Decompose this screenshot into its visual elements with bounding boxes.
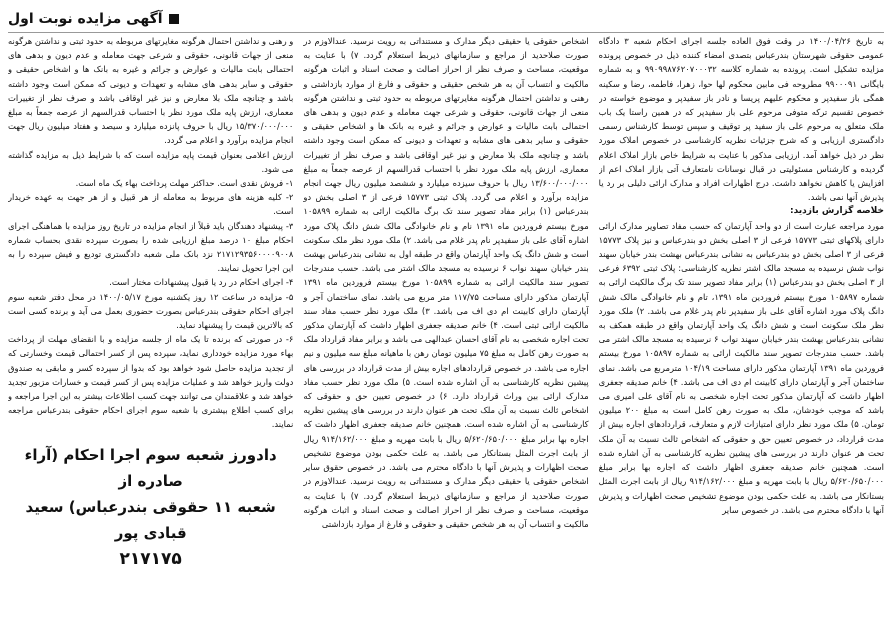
paragraph-report-1: مورد مراجعه عبارت است از دو واحد آپارتمان که حسب مفاد تصاویر مدارک ارائی دارای پلاکهای ثبتی ۱۵۷۷۳ فرعی از ۳ اصلی بخش دو بندرعباس و نیز پلاک ۱۵۷۷۳ فرعی از ۳ اصلی بخش دو بندرعباس به نشانی بندرعباس بهشت بندر خیابان سهند نواب شش نرسیده به مسجد مالک اشتر نظریه کارشناسی: پلاک ثبتی ۶۳۹۲ فرعی از ۳ اصلی بخش دو بندرعباس (۱) برابر مفاد تصویر سند تک برگ مالکیت ارائی به شماره ۱۰۵۸۹۷ مورخ بیستم فروردین ماه ۱۳۹۱، تام و نام خانوادگی مالک شش دانگ پلاک مورد اشاره آقای علی باز سفیدپر نام پدر غلام می باشد. ۲) ملک مورد نظر ملک سکونت است و شش دانگ یک واحد آپارتمان واقع در طبقه همکف به نشانی بندرعباس بهشت بندر خیابان سهند نواب ۶ نرسیده به مسجد مالک اشتر می باشد. حسب مندرجات تصویر سند مالکیت ارائی به شماره ۱۰۵۸۹۷ مورخ بیستم فروردین ماه ۱۳۹۱ آپارتمان مذکور دارای مساحت ۱۰۴/۱۹ مترمربع می باشد. نمای ساختمان آجر و آپارتمان دارای کابینت ام دی اف می باشد. ۴) خانم صدیقه جعفری اظهار داشت که آپارتمان مذکور تحت اجاره شخصی به نام آقای علی امیری می باشد که موجب خودشان، ملک به صورت رهن کامل است به مبلغ ۲۰۰ میلیون تومان. ۵) ملک مورد نظر دارای امتیازات لازم و متعارف، قراردادهای اجاره بیش از مدت قرارداد، در خصوص تعیین حق و حقوقی که اشخاص ثالث نسبت به آن ملک تحت هر عنوان دارند در بررسی های پیشین نظریه کارشناسی به آن اشاره شده است. همچنین خانم صدیقه جعفری اظهار داشت که اجاره بها برابر مبلغ ۵/۶۲۰/۶۵۰/۰۰۰ ریال با بابت مهریه و مبلغ ۹۱۴/۱۶۲/۰۰۰ ریال از بابت اجرت المثل بستانکار می باشد. به علت حکمی بودن موضوع تشخیص صحت اظهارات و پذیرش آنها با دادگاه محترم می باشد. در خصوص سایر: [598, 220, 884, 515]
notice-title: [8, 11, 197, 27]
signature-block: [8, 442, 293, 572]
subheading-summary: خلاصه گزارش بازدید:: [790, 206, 884, 217]
notice-number: ۲۱۷۱۷۵: [119, 548, 182, 569]
paragraph-report-2: اشخاص حقوقی یا حقیقی دیگر مدارک و مستنداتی به رویت نرسید. عندالاوزم در صورت صلاحدید از مراجع و سازمانهای ذیربط استعلام گردد. ۷) با عنایت به موقعیت، مساحت و صرف نظر از احراز اصالت و صحت اسناد و اثبات هرگونه مالکیت و انتساب آن به هر شخص حقیقی و حقوقی و فارغ از موارد بازداشتی و رهنی و نداشتن احتمال هرگونه مغایرتهای مربوطه به حدود ثبتی و نداشتن هرگونه منعی از جهات قانونی، حقوقی و شرعی جهت معامله و عدم دیون و بدهی های احتمالی بابت مالیات و عوارض و جرائم و غیره به بانک ها و اشخاص حقیقی و حقوقی و سایر بدهی های مشابه و تعهدات و دیونی که ممکن است وجود داشته باشد و چنانچه ملک بلا معارض و نیز غیر اوقافی باشد و صرف نظر از تغییرات معماری، ارزش پایه ملک مورد نظر با احتساب قدرالسهم از عرصه جمعاً به مبلغ ۱۳/۶۰۰/۰۰۰/۰۰۰ ریال با حروف سیزده میلیارد و ششصد میلیون ریال جهت انجام مزایده برآورد و اعلام می گردد. پلاک ثبتی ۱۵۷۷۳ فرعی از ۳ اصلی بخش دو بندرعباس (۱) برابر مفاد تصویر سند تک برگ مالکیت ارائی به شماره ۱۰۵۸۹۹ مورخ بیستم فروردین ماه ۱۳۹۱ نام و نام خانوادگی مالک شش دانگ پلاک مورد اشاره آقای علی باز سفیدپر نام پدر غلام می باشد. ۲) ملک مورد نظر ملک سکونت است و شش دانگ یک واحد آپارتمان واقع در طبقه اول به نشانی بندرعباس بهشت بندر خیابان سهند نواب ۶ نرسیده به مسجد مالک اشتر می باشد. حسب مندرجات تصویر سند مالکیت ارائی به شماره ۱۰۵۸۹۹ مورخ بیستم فروردین ماه ۱۳۹۱ آپارتمان مذکور دارای مساحت ۱۱۷/۷۵ متر مربع می باشد. نمای ساختمان آجر و آپارتمان دارای کابینت ام دی اف می باشد. ۳) ملک مورد نظر حسب مفاد سند مالکیت ارائی ثبتی است. ۴) خانم صدیقه جعفری اظهار داشت که آپارتمان مذکور تحت اجاره شخصی به نام آقای احسان عبدالهی می باشد و برابر مفاد قرارداد ملک به صورت رهن کامل به مبلغ ۷۵ میلیون تومان رهن با ماهیانه مبلغ سه میلیون و نیم اجاره می باشد. در خصوص قراردادهای اجاره بیش از مدت قرارداد در بررسی های پیشین نظریه کارشناسی به آن اشاره شده است. ۵) ملک مورد نظر حسب مفاد مدارک ارائی بین وراث قرارداد دارد. ۶) در خصوص تعیین حق و حقوقی که اشخاص ثالث نسبت به آن ملک تحت هر عنوان دارند در بررسی های پیشین نظریه کارشناسی به آن اشاره شده است. همچنین خانم صدیقه جعفری اظهار داشت که اجاره بها برابر مبلغ ۵/۶۲۰/۶۵۰/۰۰۰ ریال با بابت مهریه و مبلغ ۹۱۴/۱۶۲/۰۰۰ ریال از بابت اجرت المثل بستانکار می باشد. به علت حکمی بودن موضوع تشخیص صحت اظهارات و پذیرش آنها با دادگاه محترم می باشد. در خصوص حقوق سایر اشخاص حقوقی یا حقیقی دیگر مدارک و مستنداتی به رویت نرسید. عندالاوزم در صورت صلاحدید از مراجع و سازمانهای ذیربط استعلام گردد. ۷) با عنایت به موقعیت، مساحت و صرف نظر از احراز اصالت و صحت اسناد و اثبات هرگونه مالکیت و انتساب آن به هر شخص حقیقی و حقوقی و فارغ از موارد بازداشتی: [303, 36, 589, 529]
column-left: [8, 34, 293, 622]
condition-2: ۲- کلیه هزینه های مربوط به معامله از هر قبیل و از هر جهت به عهده خریدار است.: [8, 192, 294, 217]
notice-columns: [8, 34, 884, 622]
condition-1: ۱- فروش نقدی است. حداکثر مهلت پرداخت بهاء یک ماه است.: [75, 178, 294, 189]
condition-3: ۳- پیشنهاد دهندگان باید قبلاً از انجام مزایده در تاریخ روز مزایده با هماهنگی اجرای احکام مبلغ ۱۰ درصد مبلغ ارزیابی شده را بصورت سپرده نقدی بحساب شماره ۲۱۷۱۲۹۳۵۶۰۰۰۰۹۰۰۸ نزد بانک ملی شعبه دادگستری تودیع و فیش سپرده را به این اجرا تحویل نمایند.: [8, 220, 294, 274]
column-right: [599, 34, 884, 622]
condition-4: ۴- اجرای احکام در رد یا قبول پیشنهادات مختار است.: [109, 277, 294, 288]
paragraph-base-price: ارزش اعلامی بعنوان قیمت پایه مزایده است که با شرایط ذیل به مزایده گذاشته می شود.: [8, 149, 294, 174]
column-middle: [303, 34, 588, 622]
paragraph-valuation: و رهنی و نداشتن احتمال هرگونه مغایرتهای مربوطه به حدود ثبتی و نداشتن هرگونه منعی از جهات قانونی، حقوقی و شرعی جهت معامله و عدم دیون و بدهی های احتمالی بابت مالیات و عوارض و جرائم و غیره به بانک ها و اشخاص حقیقی و حقوقی و سایر بدهی های مشابه و تعهدات و دیونی که ممکن است وجود داشته باشد و چنانچه ملک بلا معارض و نیز غیر اوقافی باشد و صرف نظر از تغییرات معماری، ارزش پایه ملک مورد نظر با احتساب قدرالسهم از عرصه جمعاً به مبلغ ۱۵/۳۷۰/۰۰۰/۰۰۰ ریال با حروف پانزده میلیارد و سیصد و هفتاد میلیون ریال جهت انجام مزایده برآورد و اعلام می گردد.: [8, 36, 294, 146]
notice-title-text: آگهی مزایده نوبت اول: [8, 11, 163, 27]
paragraph-intro: به تاریخ ۱۴۰۰/۰۴/۲۶ در وقت فوق العاده جلسه اجرای احکام شعبه ۳ دادگاه عمومی حقوقی شهرستان بندرعباس بتصدی امضاء کننده ذیل در خصوص پرونده مزایده تشکیل است. پرونده به شماره کلاسه ۹۹۰۹۹۸۷۶۲۰۷۰۰۰۳۲ و به شماره بایگانی ۹۹۰۰۰۹۱ مطروحه فی مابین محکوم لها حوا، زهرا، فاطمه، رضا و سکینه همگی باز سفیدپر و محکوم علیهم پریسا و نادر باز سفیدپر و موضوع خواسته در خصوص تقسیم ترکه متوفی مرحوم علی باز سفیدپر که در همین راستا یک باب ملک متعلق به مرحوم علی باز سفید پر توقیف و سپس توسط کارشناس رسمی دادگستری ارزیابی و که شرح جزئیات نظریه کارشناسی در خصوص املاک مورد نظر در ذیل خواهد آمد. ارزیابی مذکور با عنایت به شرایط خاص بازار املاک اعلام گردیده و کارشناس مسئولیتی در قبال نوسانات نامتعارف آتی بازار املاک اعم از افزایش یا کاهش نخواهد داشت. درج اظهارات افراد و مدارک ارائی دلیلی بر رد یا پذیرش آنها نمی باشد.: [598, 36, 884, 203]
condition-5: ۵- مزایده در ساعت ۱۲ روز یکشنبه مورخ ۱۴۰۰/۰۵/۱۷ در محل دفتر شعبه سوم اجرای احکام حقوقی بندرعباس بصورت حضوری بعمل می آید و برنده کسی است که بالاترین قیمت را پیشنهاد نماید.: [8, 291, 294, 331]
signature-line-2: شعبه ۱۱ حقوقی بندرعباس) سعید قبادی پور: [25, 497, 276, 542]
notice-header: [8, 6, 884, 33]
bullet-square-icon: [169, 14, 179, 24]
condition-6: ۶- در صورتی که برنده تا یک ماه از جلسه مزایده و با انقضای مهلت از پرداخت بهاء مورد مزایده خودداری نماید، سپرده پس از کسر احتمالی قیمت وخسارتی که از تجدید مزایده حاصل شود خواهد بود که بدوا از سپرده کسر و مابقی به صندوق دولت واریز خواهد شد و عملیات مزایده پس از کسر قیمت و خسارات مزبور تجدید خواهد شد و علاقمندان می توانند جهت کسب اطلاعات بیشتر به این اجرا مراجعه و برای کسب اطلاع بیشتری با شعبه سوم اجرای احکام حقوقی بندرعباس مراجعه نمایند.: [8, 334, 294, 430]
signature-line-1: دادورز شعبه سوم اجرا احکام (آراء صادره از: [24, 445, 277, 490]
